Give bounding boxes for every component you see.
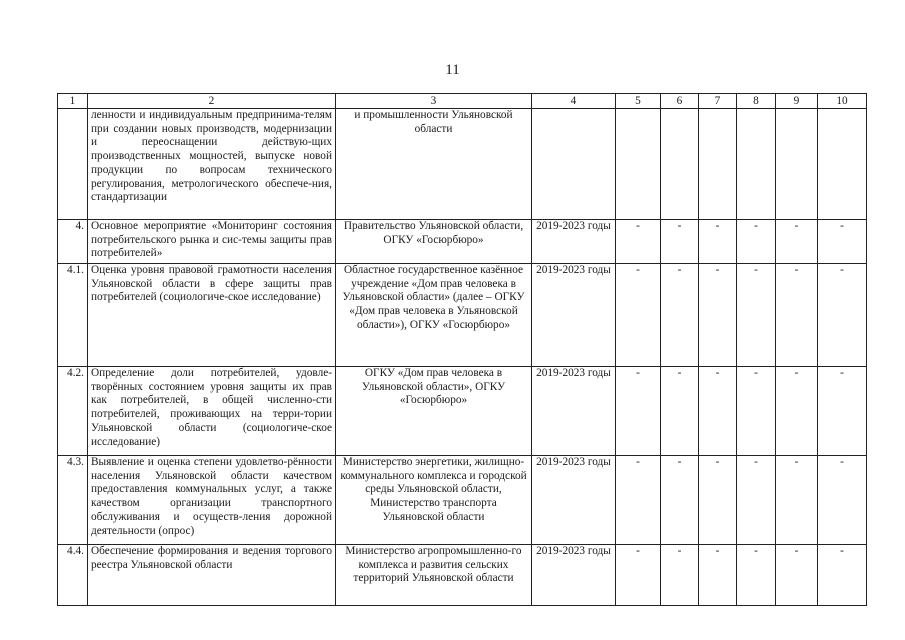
value-cell	[776, 109, 818, 220]
column-header: 5	[616, 94, 661, 109]
executor-cell: Правительство Ульяновской области, ОГКУ «Госюрбюро»	[336, 220, 532, 264]
value-cell: -	[661, 545, 699, 606]
period-cell: 2019-2023 годы	[532, 367, 616, 456]
value-cell: -	[661, 367, 699, 456]
value-cell: -	[776, 456, 818, 545]
value-cell: -	[776, 367, 818, 456]
value-cell: -	[737, 456, 776, 545]
executor-cell: и промышленности Ульяновской области	[336, 109, 532, 220]
column-header: 9	[776, 94, 818, 109]
column-header: 3	[336, 94, 532, 109]
executor-cell: Министерство энергетики, жилищно-коммунального комплекса и городской среды Ульяновской области, Министерство транспорта Ульяновской области	[336, 456, 532, 545]
value-cell	[699, 109, 737, 220]
column-header: 8	[737, 94, 776, 109]
value-cell: -	[661, 220, 699, 264]
measure-name-cell: Выявление и оценка степени удовлетво-рённости населения Ульяновской области качеством предоставления коммунальных услуг, а также качеством организации транспортного обслуживания и осуществ-ления дорожной деятельности (опрос)	[88, 456, 336, 545]
value-cell: -	[776, 545, 818, 606]
row-number-cell: 4.	[58, 220, 88, 264]
column-header: 7	[699, 94, 737, 109]
value-cell: -	[818, 367, 867, 456]
value-cell: -	[737, 264, 776, 367]
page-number: 11	[445, 62, 460, 78]
value-cell: -	[737, 220, 776, 264]
value-cell: -	[737, 545, 776, 606]
value-cell: -	[818, 456, 867, 545]
column-header: 10	[818, 94, 867, 109]
measure-name-cell: Обеспечение формирования и ведения торгового реестра Ульяновской области	[88, 545, 336, 606]
column-header: 4	[532, 94, 616, 109]
value-cell: -	[776, 220, 818, 264]
table-row	[58, 456, 867, 545]
value-cell: -	[818, 545, 867, 606]
measure-name-cell: Основное мероприятие «Мониторинг состояния потребительского рынка и сис-темы защиты прав потребителей»	[88, 220, 336, 264]
value-cell: -	[699, 220, 737, 264]
value-cell: -	[699, 545, 737, 606]
executor-cell: ОГКУ «Дом прав человека в Ульяновской области», ОГКУ «Госюрбюро»	[336, 367, 532, 456]
value-cell: -	[616, 456, 661, 545]
value-cell: -	[818, 220, 867, 264]
value-cell	[818, 109, 867, 220]
row-number-cell: 4.1.	[58, 264, 88, 367]
value-cell: -	[616, 367, 661, 456]
value-cell: -	[737, 367, 776, 456]
value-cell	[616, 109, 661, 220]
executor-cell: Министерство агропромышленно-го комплекса и развития сельских территорий Ульяновской области	[336, 545, 532, 606]
period-cell	[532, 109, 616, 220]
value-cell: -	[818, 264, 867, 367]
period-cell: 2019-2023 годы	[532, 456, 616, 545]
row-number-cell: 4.2.	[58, 367, 88, 456]
period-cell: 2019-2023 годы	[532, 264, 616, 367]
value-cell: -	[616, 220, 661, 264]
measure-name-cell: Определение доли потребителей, удовле-творённых состоянием уровня защиты их прав как потребителей, в общей численно-сти потребителей, проживающих на терри-тории Ульяновской области (социологиче-ское исследование)	[88, 367, 336, 456]
column-header: 2	[88, 94, 336, 109]
table-row	[58, 367, 867, 456]
row-number-cell: 4.3.	[58, 456, 88, 545]
value-cell: -	[776, 264, 818, 367]
table-row	[58, 545, 867, 606]
table-row	[58, 109, 867, 220]
value-cell: -	[699, 264, 737, 367]
executor-cell: Областное государственное казённое учреждение «Дом прав человека в Ульяновской области» (далее – ОГКУ «Дом прав человека в Ульяновской области»), ОГКУ «Госюрбюро»	[336, 264, 532, 367]
value-cell	[661, 109, 699, 220]
measure-name-cell: ленности и индивидуальным предпринима-телям при создании новых производств, модернизации и переоснащении действую-щих производственных мощностей, выпуске новой продукции по вопросам технического регулирования, метрологического обеспече-ния, стандартизации	[88, 109, 336, 220]
value-cell: -	[616, 264, 661, 367]
measures-table	[57, 93, 867, 606]
table-row	[58, 220, 867, 264]
row-number-cell: 4.4.	[58, 545, 88, 606]
table-row	[58, 264, 867, 367]
column-header: 6	[661, 94, 699, 109]
value-cell: -	[661, 264, 699, 367]
period-cell: 2019-2023 годы	[532, 220, 616, 264]
value-cell: -	[699, 367, 737, 456]
value-cell: -	[699, 456, 737, 545]
measure-name-cell: Оценка уровня правовой грамотности населения Ульяновской области в сфере защиты прав потребителей (социологиче-ское исследование)	[88, 264, 336, 367]
row-number-cell	[58, 109, 88, 220]
column-header: 1	[58, 94, 88, 109]
table-header-row	[58, 94, 867, 109]
value-cell: -	[616, 545, 661, 606]
value-cell: -	[661, 456, 699, 545]
period-cell: 2019-2023 годы	[532, 545, 616, 606]
value-cell	[737, 109, 776, 220]
